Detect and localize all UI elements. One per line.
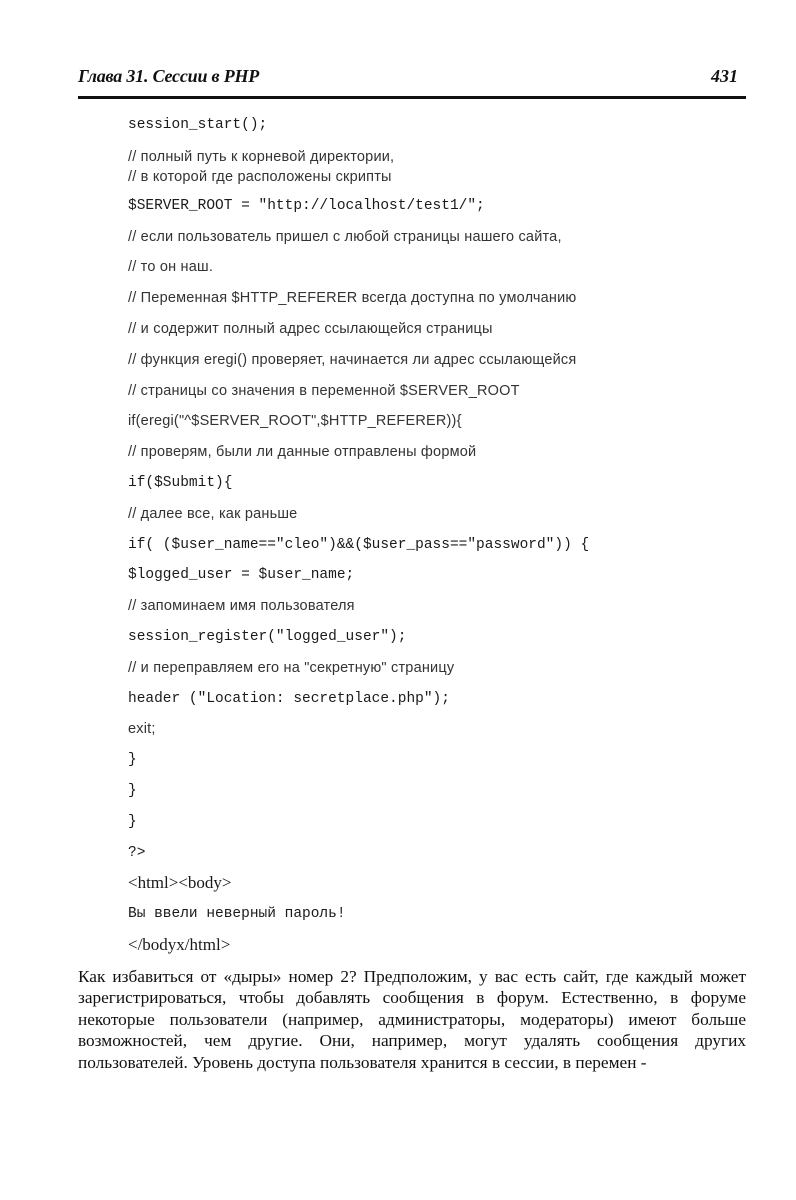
page-header — [78, 64, 742, 94]
code-line: Вы ввели неверный пароль! — [128, 906, 346, 923]
code-comment-line: // проверям, были ли данные отправлены формой — [128, 444, 477, 461]
code-line: </bodyx/html> — [128, 934, 231, 954]
header-rule — [78, 96, 746, 99]
code-comment-line: // запоминаем имя пользователя — [128, 598, 355, 615]
code-line: header ("Location: secretplace.php"); — [128, 690, 450, 707]
code-comment-line: // полный путь к корневой директории, — [128, 148, 395, 165]
chapter-title: Глава 31. Сессии в PHP — [78, 66, 260, 86]
code-line: ?> — [128, 844, 146, 861]
code-comment-line: // страницы со значения в переменной $SERVER_ROOT — [128, 382, 520, 399]
code-line: } — [128, 782, 137, 799]
code-comment-line: // функция eregi() проверяет, начинается ли адрес ссылающейся — [128, 351, 577, 368]
code-line: session_start(); — [128, 117, 268, 133]
code-comment-line: // в которой где расположены скрипты — [128, 168, 392, 185]
code-line: $logged_user = $user_name; — [128, 567, 355, 584]
code-comment-line: // если пользователь пришел с любой страницы нашего сайта, — [128, 228, 562, 245]
code-comment-line: // то он наш. — [128, 259, 214, 276]
code-line: exit; — [128, 721, 156, 738]
code-line: if($Submit){ — [128, 474, 233, 491]
code-comment-line: // и переправляем его на "секретную" страницу — [128, 659, 455, 676]
code-line: } — [128, 813, 137, 830]
body-paragraph: Как избавиться от «дыры» номер 2? Предположим, у вас есть сайт, где каждый может зарегистрироваться, чтобы добавлять сообщения в форум. Естественно, в форуме некоторые пользователи (например, администраторы, модераторы) имеют больше возможностей, чем другие. Они, например, могут удалять сообщения других пользователей. Уровень доступа пользователя хранится в сессии, в перемен - — [78, 967, 746, 1072]
code-line: if( ($user_name=="cleo")&&($user_pass=="password")) { — [128, 536, 590, 553]
code-line: session_register("logged_user"); — [128, 628, 407, 645]
code-line: <html><body> — [128, 873, 232, 893]
code-listing — [128, 110, 748, 961]
code-comment-line: // далее все, как раньше — [128, 505, 298, 522]
code-line: } — [128, 752, 137, 769]
code-line: if(eregi("^$SERVER_ROOT",$HTTP_REFERER)){ — [128, 413, 462, 430]
page-number: 431 — [711, 66, 738, 86]
code-line: $SERVER_ROOT = "http://localhost/test1/"; — [128, 197, 485, 214]
code-comment-line: // Переменная $HTTP_REFERER всегда доступна по умолчанию — [128, 290, 577, 307]
code-comment-line: // и содержит полный адрес ссылающейся страницы — [128, 320, 493, 337]
